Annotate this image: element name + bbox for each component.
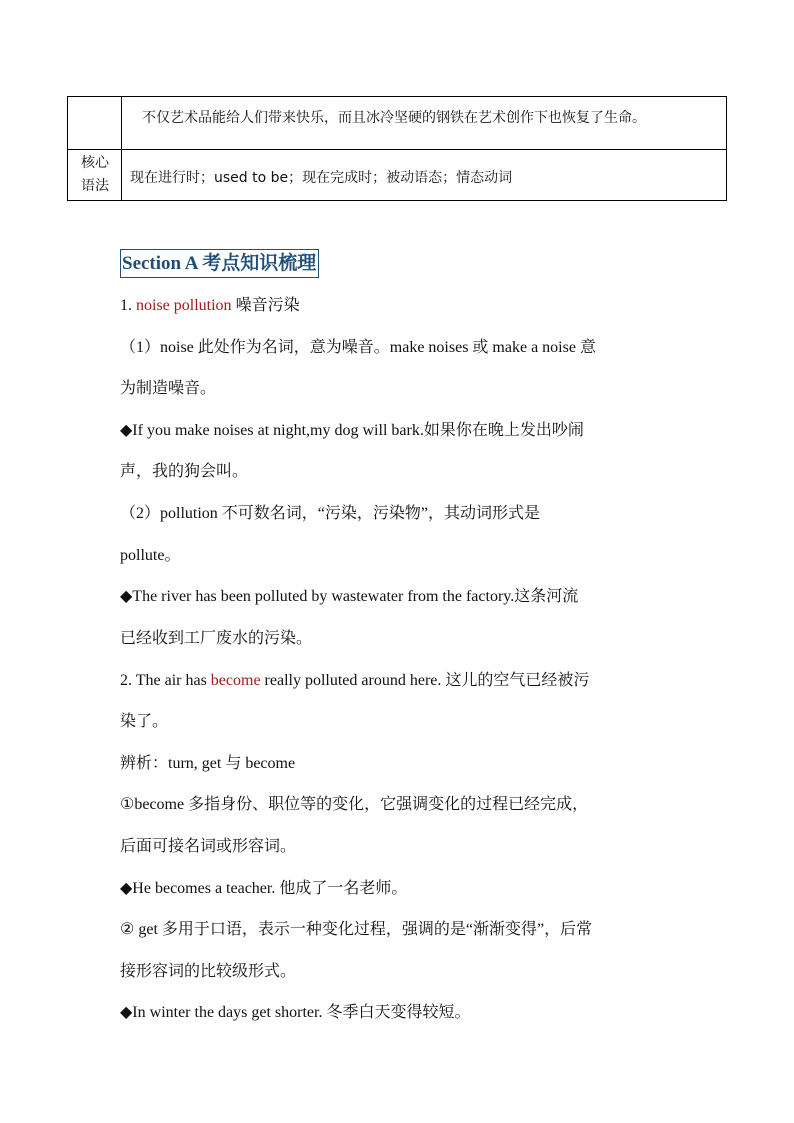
text-segment: 噪音污染 bbox=[231, 297, 300, 314]
text-line: 声，我的狗会叫。 bbox=[120, 463, 249, 480]
text-line: 接形容词的比较级形式。 bbox=[120, 963, 297, 980]
table-row bbox=[68, 149, 726, 201]
highlight-term: become bbox=[210, 672, 261, 689]
text-line: ◆The river has been polluted by wastewater from the factory.这条河流 bbox=[120, 588, 579, 605]
table-row bbox=[68, 97, 726, 150]
text-line: 后面可接名词或形容词。 bbox=[120, 838, 297, 855]
text-line: （2）pollution 不可数名词，“污染，污染物”，其动词形式是 bbox=[120, 505, 540, 522]
table-label-cell bbox=[68, 149, 122, 201]
text-segment: 1. bbox=[120, 297, 136, 314]
text-line: pollute。 bbox=[120, 547, 181, 564]
table-cell-text: 不仅艺术品能给人们带来快乐，而且冰冷坚硬的钢铁在艺术创作下也恢复了生命。 bbox=[142, 110, 646, 126]
core-grammar-label: 语法 bbox=[81, 178, 109, 194]
text-line: 已经收到工厂废水的污染。 bbox=[120, 630, 313, 647]
text-line: 染了。 bbox=[120, 713, 169, 730]
text-line bbox=[120, 295, 300, 317]
text-line: 为制造噪音。 bbox=[120, 380, 217, 397]
text-line: ◆If you make noises at night,my dog will bark.如果你在晚上发出吵闹 bbox=[120, 422, 584, 439]
text-line: ◆He becomes a teacher. 他成了一名老师。 bbox=[120, 880, 408, 897]
section-heading: Section A 考点知识梳理 bbox=[120, 249, 319, 278]
core-grammar-label: 核心 bbox=[81, 155, 109, 171]
text-segment: really polluted around here. 这儿的空气已经被污 bbox=[260, 672, 590, 689]
text-line: ◆In winter the days get shorter. 冬季白天变得较短。 bbox=[120, 1004, 471, 1021]
text-line bbox=[120, 670, 589, 692]
text-line: 辨析：turn, get 与 become bbox=[120, 755, 296, 772]
table-cell-text: 现在进行时；used to be；现在完成时；被动语态；情态动词 bbox=[130, 170, 513, 186]
highlight-term: noise pollution bbox=[136, 297, 232, 314]
info-table bbox=[67, 96, 727, 201]
text-line: （1）noise 此处作为名词，意为噪音。make noises 或 make a noise 意 bbox=[120, 339, 596, 356]
text-line: ② get 多用于口语，表示一种变化过程，强调的是“渐渐变得”，后常 bbox=[120, 921, 593, 938]
table-label-cell bbox=[68, 97, 122, 149]
text-line: ①become 多指身份、职位等的变化，它强调变化的过程已经完成， bbox=[120, 796, 589, 813]
text-segment: 2. The air has bbox=[120, 672, 211, 689]
